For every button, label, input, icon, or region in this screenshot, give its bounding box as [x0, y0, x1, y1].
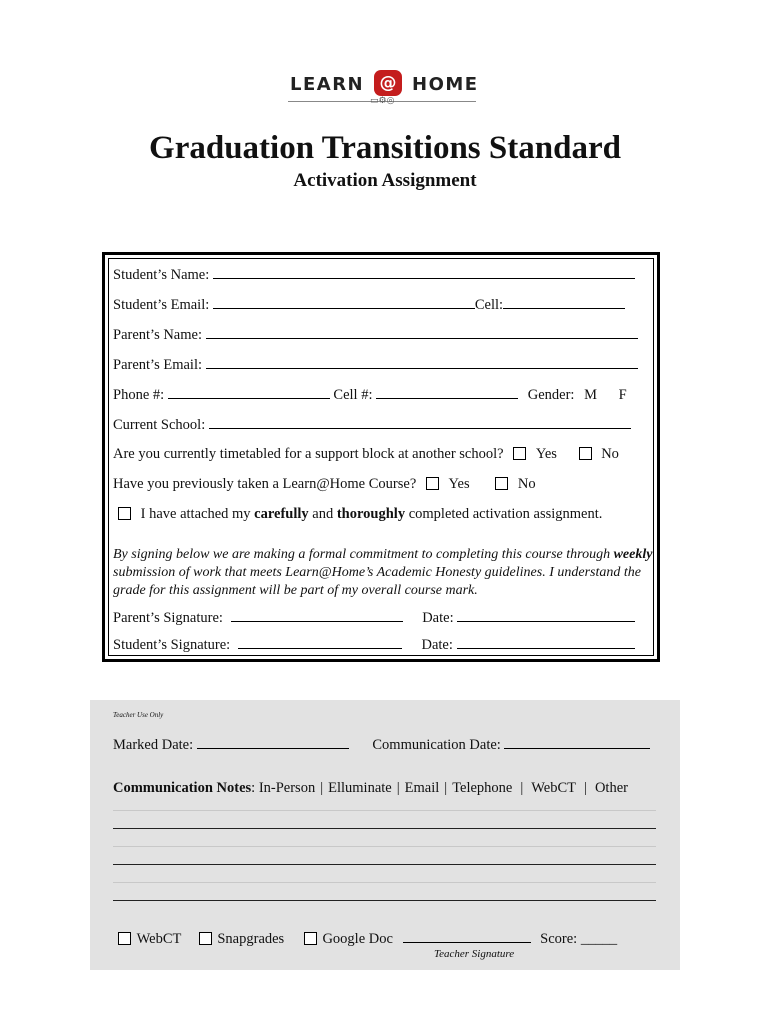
- attached-assignment-row: [118, 506, 602, 523]
- google-doc-label: Google Doc: [322, 931, 393, 947]
- parent-name-label: Parent’s Name:: [113, 327, 202, 343]
- commitment-text-weekly: weekly: [613, 547, 653, 562]
- page-subtitle: Activation Assignment: [293, 170, 477, 191]
- logo-devices-icon: ▭⚙◎: [370, 96, 395, 106]
- attached-text-carefully: carefully: [254, 506, 309, 522]
- parent-name-field[interactable]: [206, 326, 638, 339]
- gender-option-f[interactable]: F: [618, 387, 627, 403]
- notes-line[interactable]: [113, 900, 656, 901]
- student-date-label: Date:: [421, 637, 453, 653]
- webct-checkbox[interactable]: [118, 932, 131, 945]
- snapgrades-checkbox[interactable]: [199, 932, 212, 945]
- teacher-signature-caption: Teacher Signature: [434, 948, 515, 960]
- phone-row: [113, 386, 627, 404]
- teacher-dates-row: [113, 736, 650, 754]
- student-signature-label: Student’s Signature:: [113, 637, 231, 653]
- commitment-statement: [113, 546, 653, 600]
- learn-at-home-logo: [288, 68, 478, 108]
- support-yes-checkbox[interactable]: [513, 447, 526, 460]
- previous-no-checkbox[interactable]: [495, 477, 508, 490]
- previous-yes-label: Yes: [448, 476, 470, 492]
- parent-date-field[interactable]: [457, 609, 635, 622]
- gender-option-m[interactable]: M: [584, 387, 597, 403]
- communication-notes-row: Communication Notes: In-Person | Elluminate | Email | Telephone | WebCT | Other: [113, 780, 628, 796]
- submission-method-row: [118, 930, 617, 948]
- cell-number-field[interactable]: [376, 386, 518, 399]
- cell-label: Cell:: [474, 297, 504, 313]
- communication-date-label: Communication Date:: [372, 737, 501, 753]
- current-school-label: Current School:: [113, 417, 206, 433]
- attached-text-post: completed activation assignment.: [408, 506, 603, 522]
- support-block-question: Are you currently timetabled for a support block at another school?: [113, 446, 504, 462]
- webct-label: WebCT: [136, 931, 182, 947]
- note-option-other[interactable]: Other: [594, 780, 628, 796]
- student-signature-field[interactable]: [238, 636, 402, 649]
- snapgrades-label: Snapgrades: [217, 931, 285, 947]
- student-email-field[interactable]: [213, 296, 475, 309]
- commitment-text-part1: By signing below we are making a formal commitment to completing this course through: [113, 547, 611, 562]
- support-block-row: [113, 446, 619, 463]
- student-signature-row: [113, 636, 635, 654]
- attached-text-thoroughly: thoroughly: [336, 506, 406, 522]
- previous-course-question: Have you previously taken a Learn@Home Course?: [113, 476, 417, 492]
- support-no-label: No: [601, 446, 619, 462]
- student-name-field[interactable]: [213, 266, 635, 279]
- marked-date-field[interactable]: [197, 736, 349, 749]
- logo-at-symbol: @: [374, 70, 402, 96]
- notes-guide-line: [113, 810, 656, 811]
- phone-field[interactable]: [168, 386, 330, 399]
- notes-line[interactable]: [113, 864, 656, 865]
- logo-right-word: HOME: [412, 74, 479, 95]
- student-email-label: Student’s Email:: [113, 297, 210, 313]
- notes-line[interactable]: [113, 828, 656, 829]
- teacher-use-heading: Teacher Use Only: [113, 711, 164, 719]
- parent-email-row: [113, 356, 638, 374]
- notes-guide-line: [113, 882, 656, 883]
- logo-left-word: LEARN: [290, 74, 365, 95]
- student-date-field[interactable]: [457, 636, 635, 649]
- cell-field[interactable]: [503, 296, 625, 309]
- current-school-field[interactable]: [209, 416, 631, 429]
- student-name-label: Student’s Name:: [113, 267, 210, 283]
- previous-course-row: [113, 476, 536, 493]
- parent-name-row: [113, 326, 638, 344]
- attached-text-and: and: [312, 506, 334, 522]
- note-option-email[interactable]: Email: [404, 780, 440, 796]
- attached-text-pre: I have attached my: [140, 506, 251, 522]
- commitment-text-part2: submission of work that meets Learn@Home’s Academic Honesty guidelines. I understand the grade for this assignment will be part of my overall course mark.: [113, 565, 641, 598]
- attached-assignment-checkbox[interactable]: [118, 507, 131, 520]
- school-row: [113, 416, 631, 434]
- previous-yes-checkbox[interactable]: [426, 477, 439, 490]
- previous-no-label: No: [517, 476, 536, 492]
- student-name-row: [113, 266, 635, 284]
- parent-date-label: Date:: [422, 610, 454, 626]
- support-yes-label: Yes: [535, 446, 557, 462]
- parent-email-field[interactable]: [206, 356, 638, 369]
- student-email-row: [113, 296, 625, 314]
- score-field[interactable]: _____: [580, 931, 618, 947]
- parent-signature-field[interactable]: [231, 609, 403, 622]
- notes-guide-line: [113, 846, 656, 847]
- cell-number-label: Cell #:: [333, 387, 373, 403]
- support-no-checkbox[interactable]: [579, 447, 592, 460]
- note-option-elluminate[interactable]: Elluminate: [328, 780, 392, 796]
- note-option-in-person[interactable]: In-Person: [258, 780, 316, 796]
- marked-date-label: Marked Date:: [113, 737, 194, 753]
- phone-label: Phone #:: [113, 387, 165, 403]
- google-doc-checkbox[interactable]: [304, 932, 317, 945]
- parent-signature-row: [113, 609, 635, 627]
- communication-date-field[interactable]: [504, 736, 650, 749]
- note-option-webct[interactable]: WebCT: [531, 780, 577, 796]
- parent-signature-label: Parent’s Signature:: [113, 610, 223, 626]
- communication-notes-label: Communication Notes: [113, 780, 252, 796]
- teacher-signature-field[interactable]: [403, 930, 531, 943]
- page-title: Graduation Transitions Standard: [149, 130, 621, 166]
- score-label: Score:: [540, 931, 578, 947]
- parent-email-label: Parent’s Email:: [113, 357, 202, 373]
- note-option-telephone[interactable]: Telephone: [452, 780, 513, 796]
- gender-label: Gender:: [527, 387, 575, 403]
